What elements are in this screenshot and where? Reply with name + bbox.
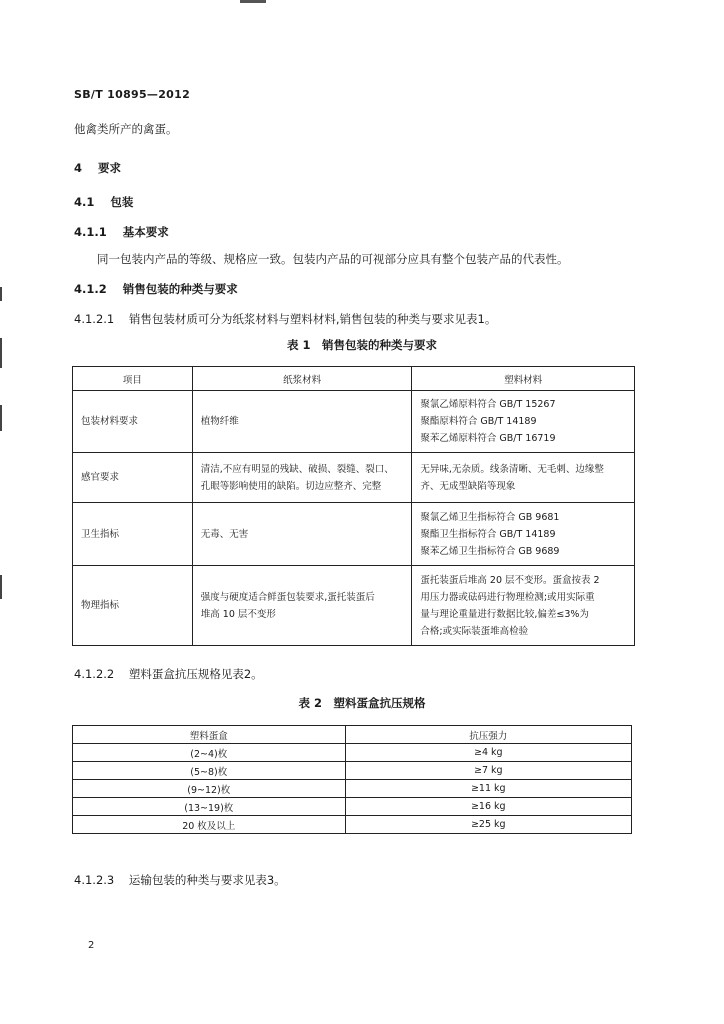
table-cell: 20 枚及以上 bbox=[73, 816, 346, 834]
table-header-cell: 项目 bbox=[73, 367, 193, 391]
section-title: 销售包装的种类与要求 bbox=[122, 282, 238, 296]
section-number: 4.1.2.2 bbox=[74, 667, 115, 681]
table-cell: (2~4)枚 bbox=[73, 744, 346, 762]
table-cell-plastic bbox=[412, 503, 635, 566]
section-number: 4.1 bbox=[74, 195, 95, 209]
section-4-1-1-heading bbox=[74, 224, 169, 240]
table-row bbox=[73, 762, 632, 780]
cell-line: 强度与硬度适合鲜蛋包装要求,蛋托装蛋后 bbox=[200, 591, 375, 603]
section-title: 包装 bbox=[110, 195, 134, 209]
table-cell-plastic bbox=[412, 566, 635, 646]
cell-line: 用压力器或砝码进行物理检测;或用实际重 bbox=[420, 591, 595, 603]
page-number: 2 bbox=[88, 940, 95, 951]
cell-line: 合格;或实际装蛋堆高检验 bbox=[420, 625, 529, 637]
section-body: 运输包装的种类与要求见表3。 bbox=[128, 873, 286, 887]
table-row bbox=[73, 391, 635, 453]
cell-line: 无毒、无害 bbox=[200, 528, 249, 540]
table-row bbox=[73, 453, 635, 503]
table-cell-pulp bbox=[192, 503, 412, 566]
standard-code: SB/T 10895—2012 bbox=[74, 88, 191, 101]
table-cell: (5~8)枚 bbox=[73, 762, 346, 780]
table-header-row bbox=[73, 367, 635, 391]
section-title: 要求 bbox=[98, 161, 122, 175]
table-2-caption: 表 2 塑料蛋盒抗压规格 bbox=[298, 696, 426, 710]
table-row bbox=[73, 798, 632, 816]
cell-line: 齐、无成型缺陷等现象 bbox=[420, 480, 516, 492]
table-row bbox=[73, 780, 632, 798]
section-4-1-heading bbox=[74, 194, 133, 210]
section-body: 销售包装材质可分为纸浆材料与塑料材料,销售包装的种类与要求见表1。 bbox=[128, 312, 497, 326]
cell-line: 聚氯乙烯卫生指标符合 GB 9681 bbox=[420, 511, 560, 523]
section-number: 4 bbox=[74, 161, 83, 175]
table-header-cell: 抗压强力 bbox=[345, 726, 631, 744]
section-4-1-2-1-paragraph bbox=[74, 311, 496, 327]
section-number: 4.1.2 bbox=[74, 282, 107, 296]
scan-artifact-edge bbox=[0, 405, 2, 431]
table-1 bbox=[72, 366, 635, 646]
cell-line: 堆高 10 层不变形 bbox=[200, 608, 276, 620]
table-cell-item: 卫生指标 bbox=[73, 503, 193, 566]
table-cell-item: 感官要求 bbox=[73, 453, 193, 503]
cell-line: 植物纤维 bbox=[200, 416, 239, 427]
table-cell: ≥16 kg bbox=[345, 798, 631, 816]
table-cell-plastic bbox=[412, 391, 635, 453]
table-cell-item: 物理指标 bbox=[73, 566, 193, 646]
section-4-1-2-3-paragraph bbox=[74, 872, 286, 888]
table-row bbox=[73, 503, 635, 566]
cell-line: 孔眼等影响使用的缺陷。切边应整齐、完整 bbox=[200, 480, 382, 492]
table-row bbox=[73, 744, 632, 762]
section-4-1-2-heading bbox=[74, 281, 238, 297]
table-1-caption: 表 1 销售包装的种类与要求 bbox=[286, 338, 437, 352]
table-header-cell: 纸浆材料 bbox=[192, 367, 412, 391]
cell-line: 聚氯乙烯原料符合 GB/T 15267 bbox=[420, 399, 556, 410]
table-cell: (13~19)枚 bbox=[73, 798, 346, 816]
section-body: 塑料蛋盒抗压规格见表2。 bbox=[128, 667, 263, 681]
cell-line: 聚苯乙烯卫生指标符合 GB 9689 bbox=[420, 545, 560, 557]
cell-line: 聚酯卫生指标符合 GB/T 14189 bbox=[420, 528, 556, 540]
table-header-row bbox=[73, 726, 632, 744]
continuation-text: 他禽类所产的禽蛋。 bbox=[74, 122, 178, 136]
cell-line: 蛋托装蛋后堆高 20 层不变形。蛋盒按表 2 bbox=[420, 574, 600, 586]
table-cell-item: 包装材料要求 bbox=[73, 391, 193, 453]
table-2 bbox=[72, 725, 632, 834]
cell-line: 聚酯原料符合 GB/T 14189 bbox=[420, 416, 537, 427]
table-cell: ≥11 kg bbox=[345, 780, 631, 798]
table-cell-plastic bbox=[412, 453, 635, 503]
section-number: 4.1.2.1 bbox=[74, 312, 115, 326]
section-number: 4.1.1 bbox=[74, 225, 107, 239]
table-row bbox=[73, 816, 632, 834]
scan-artifact-edge bbox=[0, 575, 2, 599]
table-cell-pulp bbox=[192, 391, 412, 453]
section-4-heading bbox=[74, 160, 121, 176]
table-cell: ≥4 kg bbox=[345, 744, 631, 762]
scan-artifact-edge bbox=[0, 287, 2, 301]
cell-line: 清洁,不应有明显的残缺、破损、裂缝、裂口、 bbox=[200, 463, 394, 475]
table-cell: ≥7 kg bbox=[345, 762, 631, 780]
table-cell-pulp bbox=[192, 453, 412, 503]
cell-line: 聚苯乙烯原料符合 GB/T 16719 bbox=[420, 433, 556, 444]
section-4-1-1-body: 同一包装内产品的等级、规格应一致。包装内产品的可视部分应具有整个包装产品的代表性。 bbox=[97, 252, 569, 266]
table-cell-pulp bbox=[192, 566, 412, 646]
scan-artifact-top bbox=[240, 0, 266, 3]
table-row bbox=[73, 566, 635, 646]
section-4-1-2-2-paragraph bbox=[74, 666, 263, 682]
section-number: 4.1.2.3 bbox=[74, 873, 115, 887]
table-cell: ≥25 kg bbox=[345, 816, 631, 834]
table-cell: (9~12)枚 bbox=[73, 780, 346, 798]
cell-line: 无异味,无杂质。线条清晰、无毛刺、边缘整 bbox=[420, 463, 604, 475]
cell-line: 量与理论重量进行数据比较,偏差≤3%为 bbox=[420, 608, 589, 620]
table-header-cell: 塑料蛋盒 bbox=[73, 726, 346, 744]
section-title: 基本要求 bbox=[122, 225, 169, 239]
table-header-cell: 塑料材料 bbox=[412, 367, 635, 391]
